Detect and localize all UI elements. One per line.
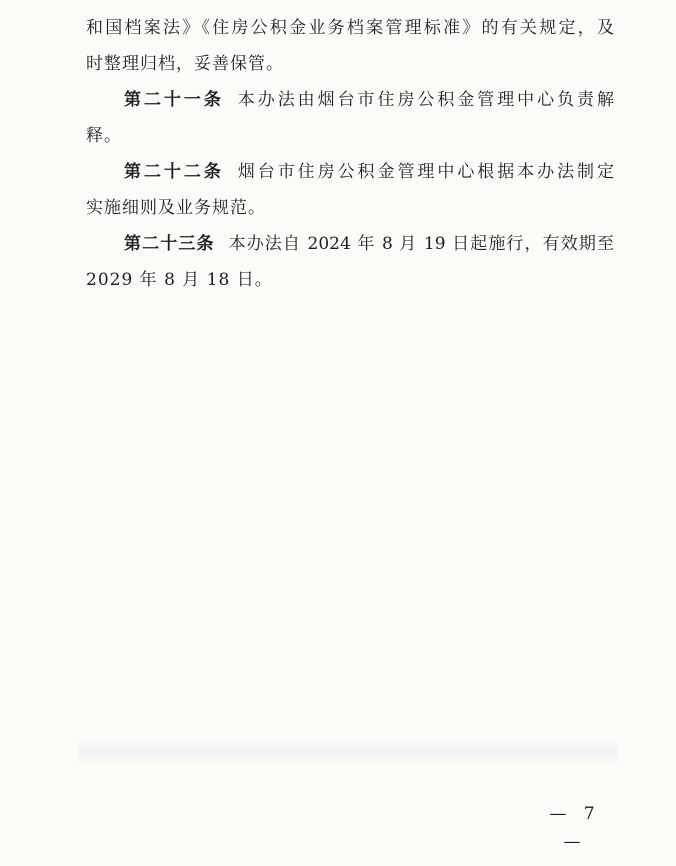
article-number: 第二十一条 <box>124 90 224 110</box>
article-text: 本办法由烟台市住房公积金管理中心负责解 <box>237 90 615 110</box>
bleed-through-smudge <box>78 738 618 766</box>
text-line: 2029 年 8 月 18 日。 <box>86 270 273 290</box>
article-21 <box>86 82 614 154</box>
text-line <box>86 226 614 262</box>
paragraph-continuation <box>86 10 614 82</box>
text-line <box>86 82 614 118</box>
article-number: 第二十二条 <box>124 162 224 182</box>
article-text: 本办法自 2024 年 8 月 19 日起施行，有效期至 <box>228 234 614 254</box>
text-line: 释。 <box>86 126 122 146</box>
document-body <box>86 10 614 298</box>
article-23 <box>86 226 614 298</box>
text-line: 实施细则及业务规范。 <box>86 198 266 218</box>
text-line: 和国档案法》《住房公积金业务档案管理标准》的有关规定，及 <box>86 18 614 38</box>
text-line <box>86 154 614 190</box>
text-line: 时整理归档，妥善保管。 <box>86 54 284 74</box>
page-number: — 7 — <box>549 804 601 852</box>
article-number: 第二十三条 <box>124 234 215 254</box>
article-22 <box>86 154 614 226</box>
article-text: 烟台市住房公积金管理中心根据本办法制定 <box>237 162 615 182</box>
